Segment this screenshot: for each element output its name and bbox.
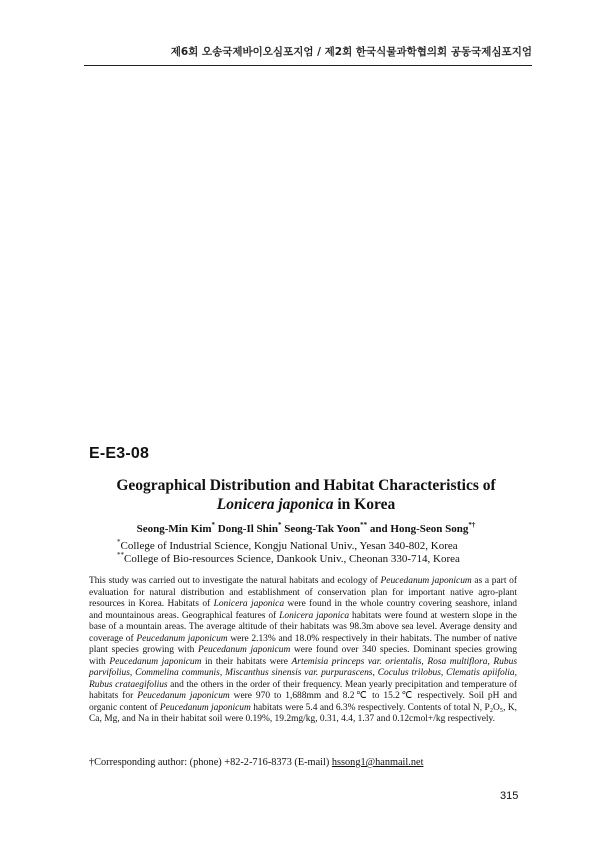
- affiliation-text: College of Bio-resources Science, Dankook Univ., Cheonan 330-714, Korea: [124, 553, 460, 565]
- abstract-text: as a part of evaluation for natural distribution and establishment of conservation plan for important native agro-plant resources in Korea. Habitats of: [89, 576, 517, 609]
- abstract-text: habitats were found at western slope in the base of a mountain areas. The average altitude of their habitats was 98.3m above sea level. Average density and coverage of: [89, 610, 518, 644]
- author-mark: **: [360, 521, 368, 529]
- author-name: Seong-Min Kim: [136, 523, 212, 535]
- corresponding-label: †Corresponding author: (phone) +82-2-716-8373 (E-mail): [89, 757, 332, 768]
- abstract-text: in their habitats were: [201, 656, 292, 667]
- author-mark: *†: [468, 521, 476, 529]
- author-name: Seong-Tak Yoon: [284, 523, 361, 535]
- species-name: Artemisia princeps var. orientalis, Rosa multiflora, Rubus parvifolius, Commelina communis, Miscanthus sinensis var. purpurascens, Coculus trilobus, Clematis apiifolia, Rubus crataegifolius: [89, 656, 518, 690]
- abstract-paragraph: [89, 576, 517, 726]
- running-header: 제6회 오송국제바이오심포지엄 / 제2회 한국식물과학협의회 공동국제심포지엄: [170, 46, 532, 58]
- title-text-end: in Korea: [333, 496, 396, 513]
- abstract: [89, 576, 517, 726]
- author-and: and: [369, 523, 388, 535]
- author-name: Hong-Seon Song: [390, 523, 469, 535]
- species-name: Peucedanum japonicum: [380, 576, 472, 586]
- species-name: Lonicera japonica: [279, 610, 350, 621]
- author-list: [88, 523, 524, 535]
- author-name: Dong-Il Shin: [217, 523, 278, 535]
- paper-code: E-E3-08: [89, 445, 150, 462]
- affiliation-text: College of Industrial Science, Kongju National Univ., Yesan 340-802, Korea: [120, 540, 458, 552]
- affiliation-mark: **: [117, 551, 124, 559]
- title-text: Geographical Distribution and Habitat Characteristics of: [116, 477, 496, 494]
- page-number: 315: [500, 790, 519, 802]
- author-mark: *: [277, 521, 282, 529]
- abstract-text: were 2.13% and 18.0% respectively in their habitats. The number of native plant species growing with: [89, 633, 517, 655]
- abstract-text: were found over 340 species. Dominant species growing with: [89, 645, 517, 667]
- species-name: Peucedanum japonicum: [136, 633, 228, 644]
- species-name: Peucedanum japonicum: [109, 656, 202, 667]
- header-rule: [84, 65, 532, 66]
- species-name: Peucedanum japonicum: [137, 691, 230, 701]
- abstract-text: habitats were 5.4 and 6.3% respectively. Contents of total N, P₂O₅, K, Ca, Mg, and Na in their habitat soil were 0.19%, 19.2mg/kg, 0.31, 4.4, 1.37 and 0.12cmol+/kg respectively.: [89, 702, 517, 724]
- author-mark: *: [211, 521, 215, 529]
- affiliation: [117, 553, 460, 566]
- affiliation-mark: *: [117, 538, 121, 546]
- species-name: Peucedanum japonicum: [198, 645, 291, 655]
- affiliation: [117, 540, 458, 553]
- paper-title: [96, 476, 516, 514]
- species-name: Lonicera japonica: [213, 599, 285, 609]
- abstract-text: were found in the whole country covering seashore, inland and mountainous areas. Geographical features of: [89, 599, 518, 621]
- title-species: Lonicera japonica: [216, 496, 334, 513]
- abstract-text: This study was carried out to investigate the natural habitats and ecology of: [89, 576, 381, 586]
- species-name: Peucedanum japonicum: [159, 702, 251, 713]
- abstract-text: were 970 to 1,688mm and 8.2℃ to 15.2℃ respectively. Soil pH and organic content of: [89, 691, 518, 713]
- email-link[interactable]: hssong1@hanmail.net: [331, 757, 424, 768]
- corresponding-author: [89, 757, 529, 768]
- abstract-text: and the others in the order of their frequency. Mean yearly precipitation and temperature of habitats for: [89, 679, 517, 701]
